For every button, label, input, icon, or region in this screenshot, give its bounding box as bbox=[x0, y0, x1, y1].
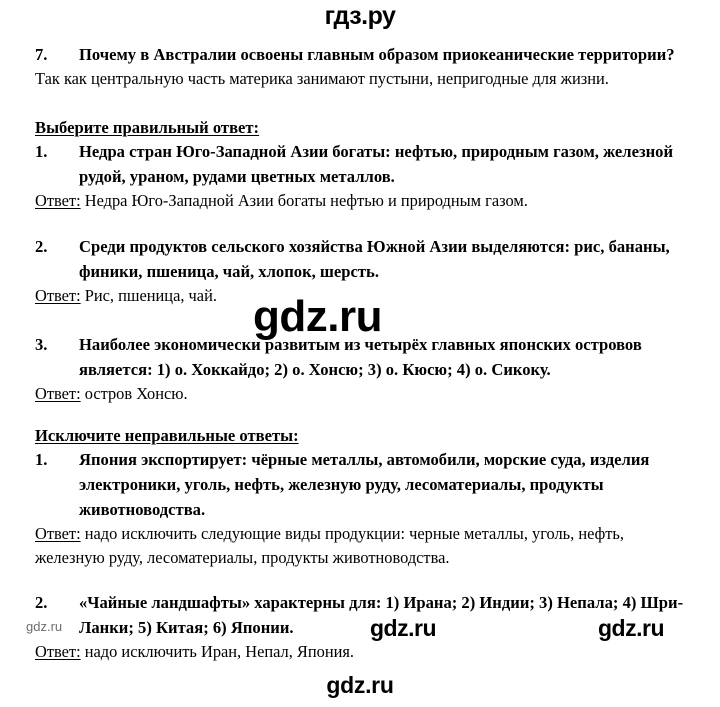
watermark-bottom-center: gdz.ru bbox=[326, 672, 394, 698]
exclude-item-1-number: 1. bbox=[35, 450, 48, 469]
choose-item-2-body: Среди продуктов сельского хозяйства Южной Азии выделяются: рис, бананы, финики, пшеница, чай, хлопок, шерсть. bbox=[79, 236, 670, 281]
watermark-center-large: gdz.ru bbox=[253, 292, 382, 341]
answer-label: Ответ: bbox=[35, 285, 81, 305]
watermark-lower-center: gdz.ru bbox=[370, 615, 436, 641]
answer-label: Ответ: bbox=[35, 642, 81, 661]
exclude-item-2-number: 2. bbox=[35, 593, 48, 612]
choose-item-1-answer bbox=[35, 189, 690, 213]
exclude-item-1-answer bbox=[35, 522, 690, 569]
question-7-text bbox=[35, 42, 690, 67]
choose-item-1-body: Недра стран Юго-Западной Азии богаты: нефтью, природным газом, железной рудой, ураном, рудами цветных металлов. bbox=[79, 142, 674, 186]
document-body bbox=[35, 42, 690, 664]
site-logo[interactable]: гдз.ру bbox=[324, 2, 396, 30]
watermark-lower-left-small: gdz.ru bbox=[26, 619, 63, 634]
choose-item-1-answer-text: Недра Юго-Западной Азии богаты нефтью и природным газом. bbox=[80, 191, 528, 210]
choose-item-3-body: Наиболее экономически развитым из четырёх главных японских островов является: 1) о. Хоккайдо; 2) о. Хонсю; 3) о. Кюсю; 4) о. Сикоку. bbox=[79, 335, 642, 379]
question-7-number: 7. bbox=[35, 45, 48, 64]
choose-item-1-number: 1. bbox=[35, 142, 48, 161]
exclude-item-2-body: «Чайные ландшафты» характерны для: 1) Ирана; 2) Индии; 3) Непала; 4) Шри-Ланки; 5) Китая; 6) Японии. bbox=[79, 593, 684, 637]
choose-item-3 bbox=[35, 332, 690, 406]
exclude-item-1 bbox=[35, 447, 690, 569]
exclude-item-1-answer-text: надо исключить следующие виды продукции: черные металлы, уголь, нефть, железную руду, лесоматериалы, продукты животноводства. bbox=[35, 524, 624, 567]
exclude-item-2 bbox=[35, 590, 690, 664]
question-7-body: Почему в Австралии освоены главным образом приокеанические территории? bbox=[79, 45, 675, 64]
choose-item-3-answer bbox=[35, 382, 690, 406]
spacer bbox=[35, 406, 690, 424]
exclude-item-1-body: Япония экспортирует: чёрные металлы, автомобили, морские суда, изделия электроники, уголь, нефть, железную руду, лесоматериалы, продукты животноводства. bbox=[79, 450, 650, 519]
answer-label: Ответ: bbox=[35, 524, 81, 543]
spacer bbox=[35, 213, 690, 234]
choose-item-1-question bbox=[35, 139, 690, 189]
choose-item-2-number: 2. bbox=[35, 236, 48, 256]
answer-label: Ответ: bbox=[35, 191, 81, 210]
choose-item-1 bbox=[35, 139, 690, 213]
watermark-lower-right: gdz.ru bbox=[598, 615, 664, 641]
section-heading-choose: Выберите правильный ответ: bbox=[35, 117, 260, 137]
section-heading-exclude: Исключите неправильные ответы: bbox=[35, 425, 299, 445]
question-block-7 bbox=[35, 42, 690, 91]
spacer bbox=[35, 91, 690, 116]
exclude-item-2-answer bbox=[35, 640, 690, 664]
exclude-item-2-answer-text: надо исключить Иран, Непал, Япония. bbox=[80, 642, 355, 661]
choose-item-2-answer-text: Рис, пшеница, чай. bbox=[80, 285, 217, 305]
spacer bbox=[35, 569, 690, 590]
answer-label: Ответ: bbox=[35, 384, 81, 403]
choose-item-3-number: 3. bbox=[35, 335, 48, 354]
choose-item-3-answer-text: остров Хонсю. bbox=[80, 384, 188, 403]
exclude-item-2-question bbox=[35, 590, 690, 640]
exclude-item-1-question bbox=[35, 447, 690, 522]
question-7-answer: Так как центральную часть материка занимают пустыни, непригодные для жизни. bbox=[35, 69, 609, 88]
choose-item-2-question bbox=[35, 234, 690, 284]
